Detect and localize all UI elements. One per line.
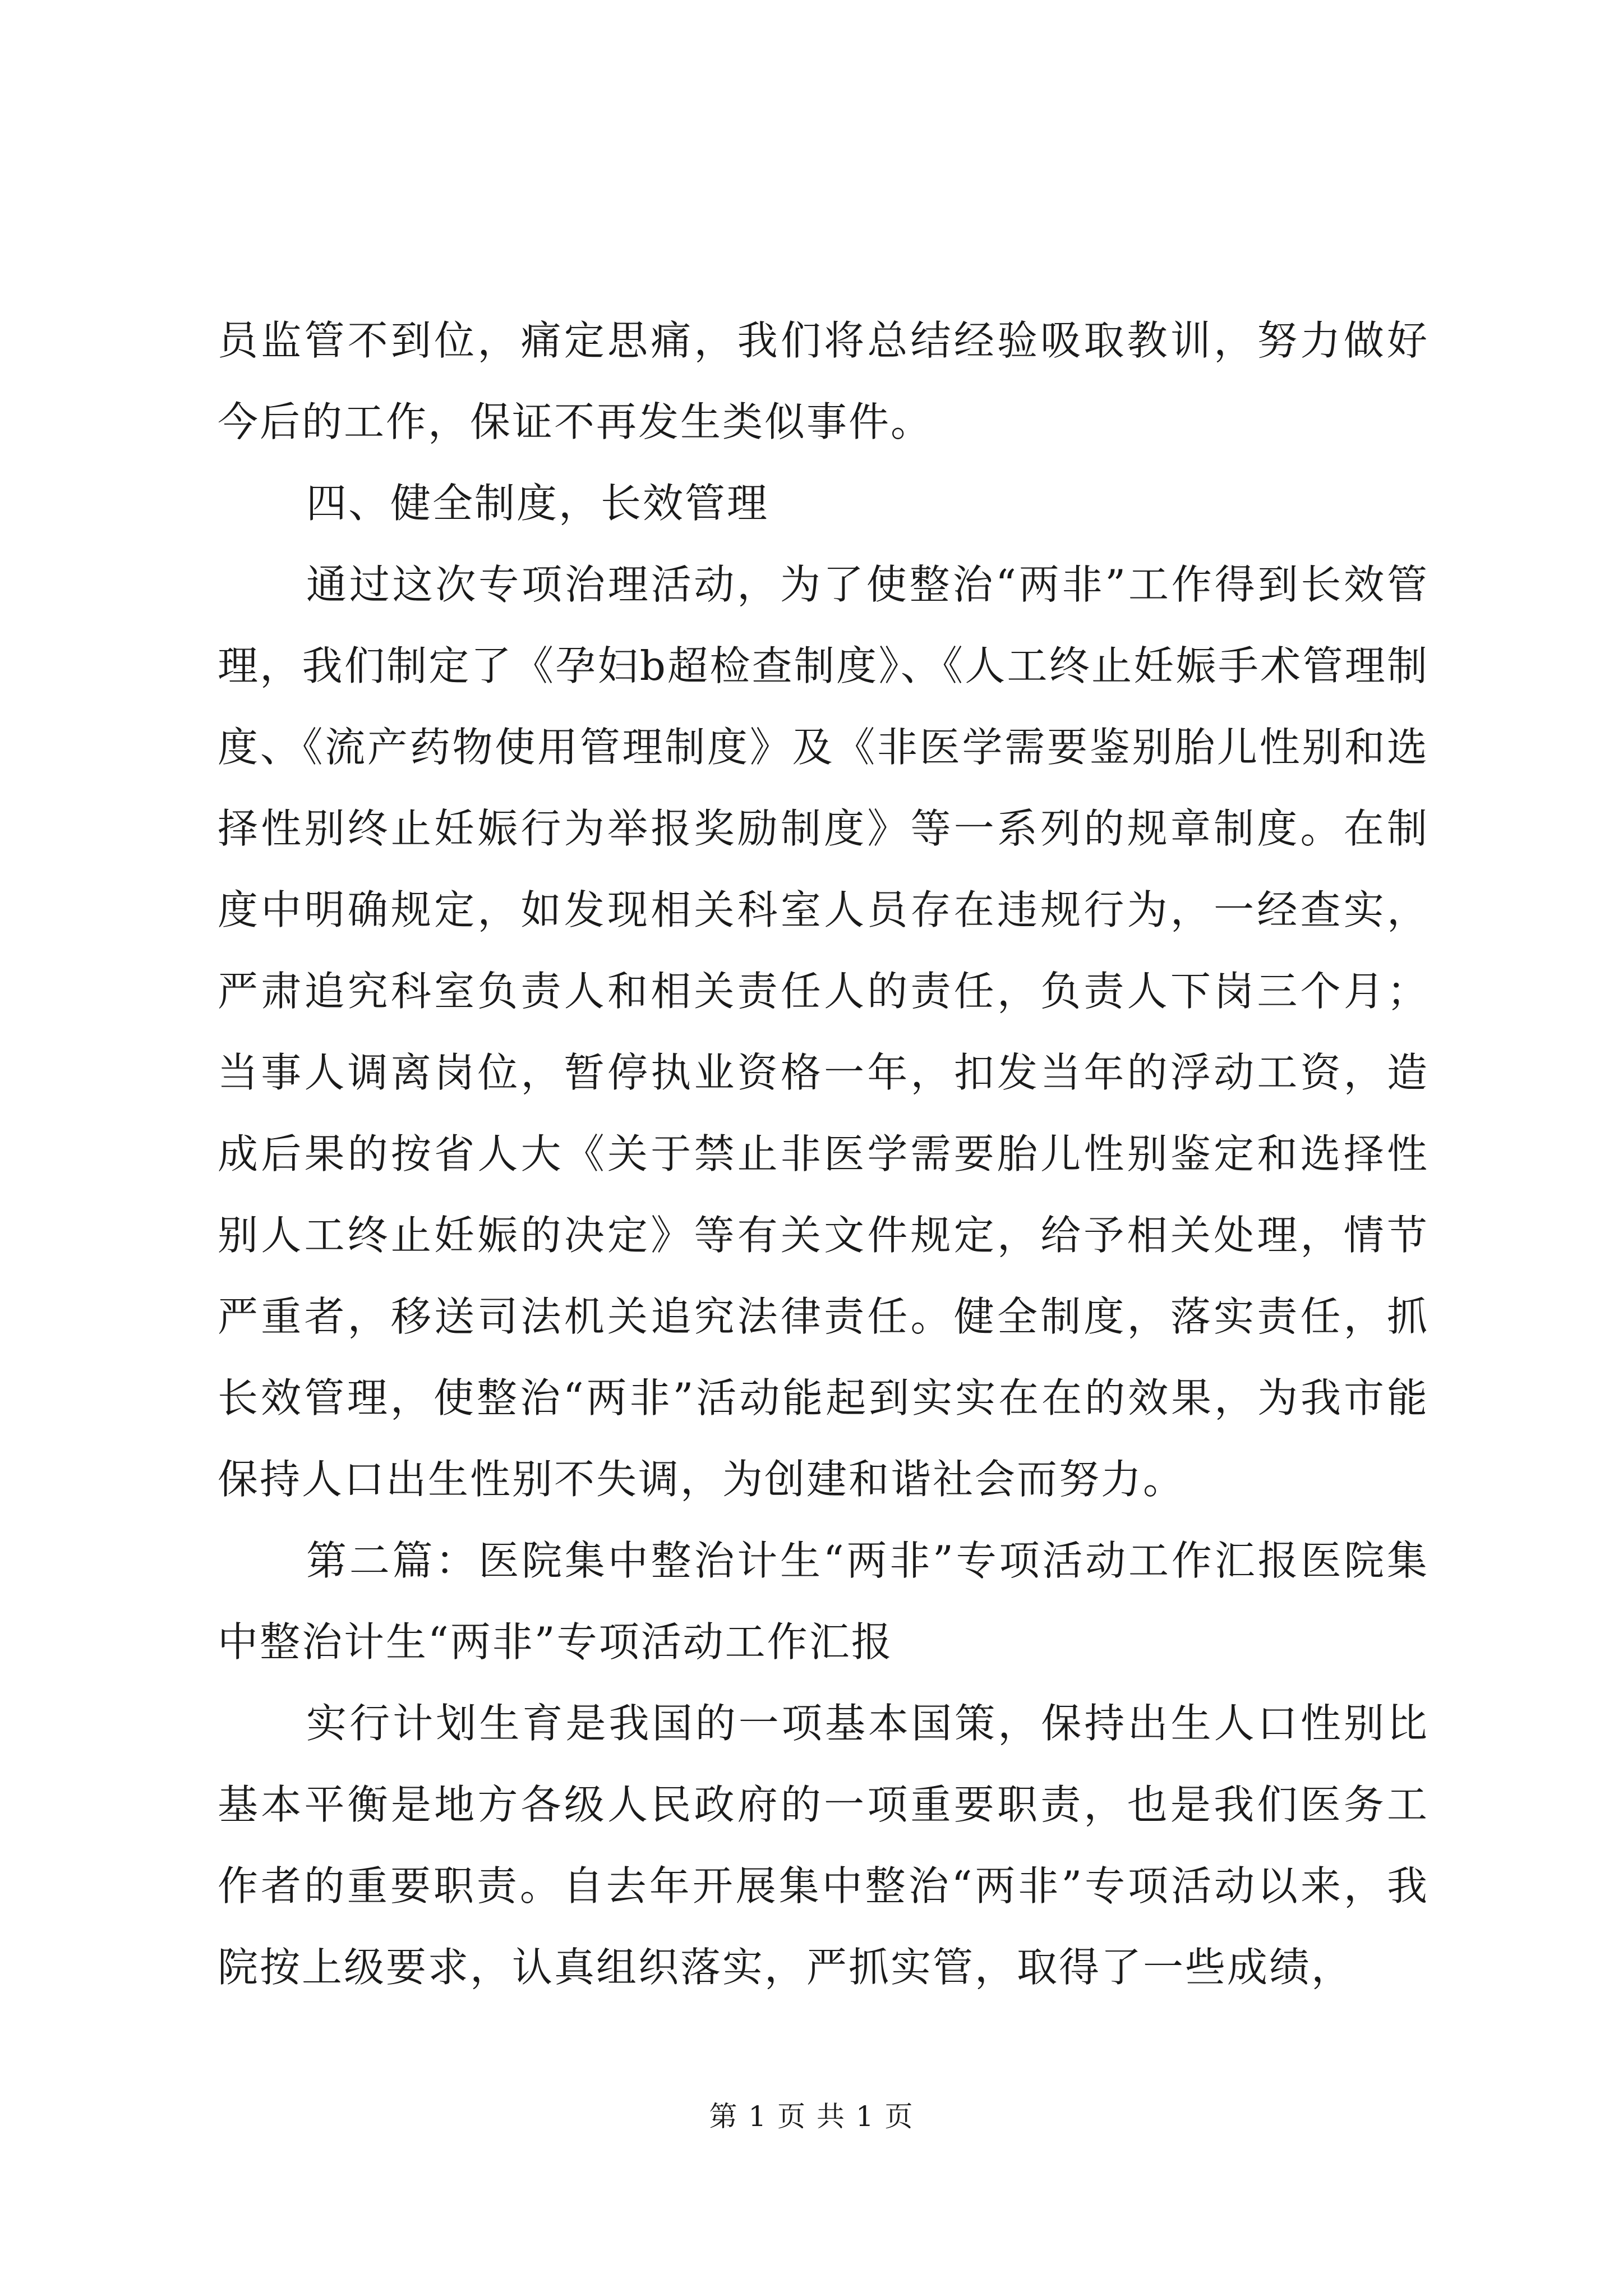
paragraph-2: 通过这次专项治理活动，为了使整治“两非”工作得到长效管理，我们制定了《孕妇b超检查制度》、《人工终止妊娠手术管理制度、《流产药物使用管理制度》及《非医学需要鉴别胎儿性别和选择性别终止妊娠行为举报奖励制度》等一系列的规章制度。在制度中明确规定，如发现相关科室人员存在违规行为，一经查实，严肃追究科室负责人和相关责任人的责任，负责人下岗三个月；当事人调离岗位，暂停执业资格一年，扣发当年的浮动工资，造成后果的按省人大《关于禁止非医学需要胎儿性别鉴定和选择性别人工终止妊娠的决定》等有关文件规定，给予相关处理，情节严重者，移送司法机关追究法律责任。健全制度，落实责任，抓长效管理，使整治“两非”活动能起到实实在在的效果，为我市能保持人口出生性别不失调，为创建和谐社会而努力。 bbox=[218, 561, 1429, 1503]
document-body bbox=[218, 300, 1429, 2008]
section-heading: 四、健全制度，长效管理 bbox=[306, 480, 769, 527]
article-title: 第二篇：医院集中整治计生“两非”专项活动工作汇报医院集中整治计生“两非”专项活动工作汇报 bbox=[218, 1537, 1429, 1665]
page-number-footer: 第 1 页 共 1 页 bbox=[709, 2100, 914, 2133]
paragraph-1: 员监管不到位，痛定思痛，我们将总结经验吸取教训，努力做好今后的工作，保证不再发生类似事件。 bbox=[218, 317, 1429, 445]
paragraph-3: 实行计划生育是我国的一项基本国策，保持出生人口性别比基本平衡是地方各级人民政府的一项重要职责，也是我们医务工作者的重要职责。自去年开展集中整治“两非”专项活动以来，我院按上级要求，认真组织落实，严抓实管，取得了一些成绩， bbox=[218, 1700, 1429, 1991]
